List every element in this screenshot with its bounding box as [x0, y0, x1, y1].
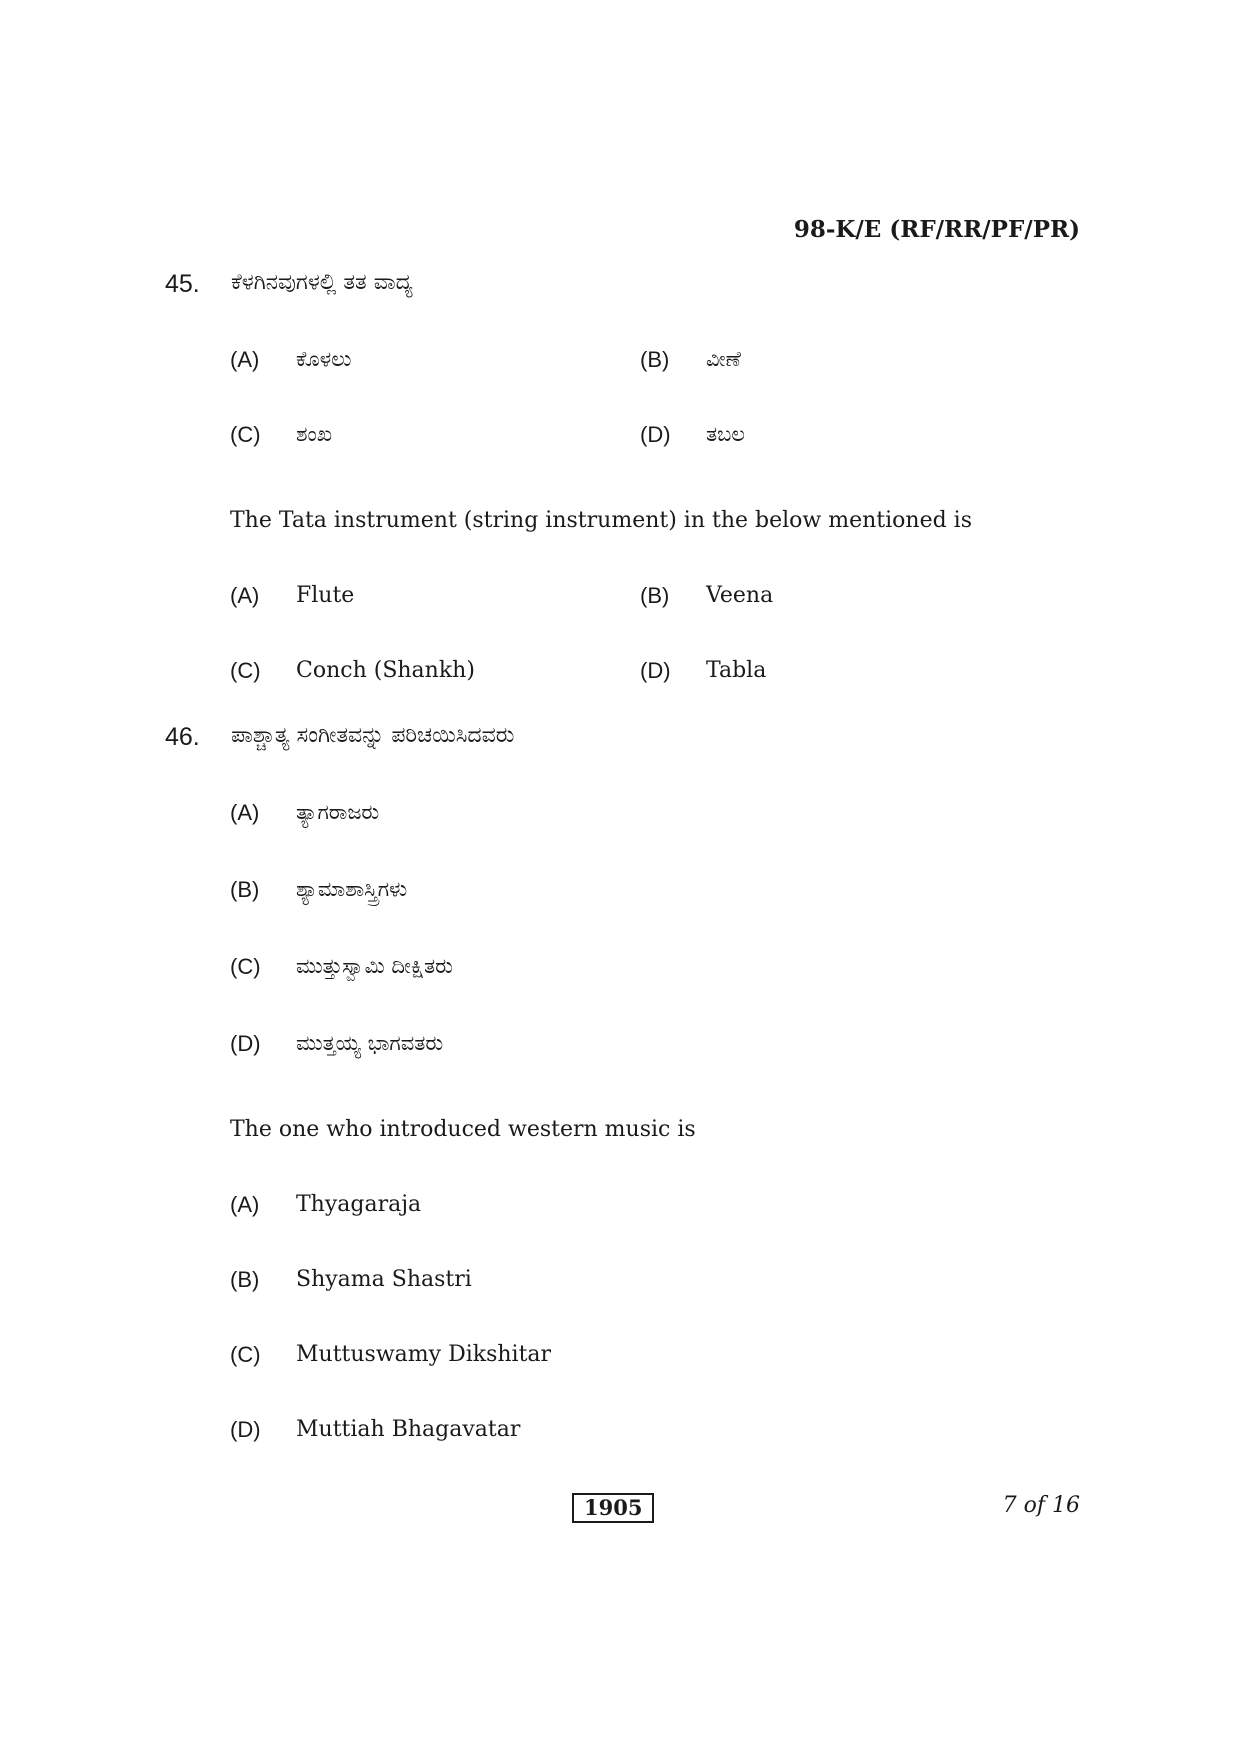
- page-number: 7 of 16: [1002, 1493, 1080, 1518]
- booklet-code: 1905: [572, 1493, 654, 1523]
- paper-code: 98-K/E (RF/RR/PF/PR): [793, 216, 1080, 243]
- question-46: [165, 723, 1080, 757]
- question-text-english: The Tata instrument (string instrument) in the below mentioned is: [230, 508, 972, 533]
- question-number: 45.: [165, 270, 200, 298]
- question-text-kannada: ಪಾಶ್ಚಾತ್ಯ ಸಂಗೀತವನ್ನು ಪರಿಚಯಿಸಿದವರು: [231, 723, 515, 748]
- question-text-kannada: ಕೆಳಗಿನವುಗಳಲ್ಲಿ ತತ ವಾದ್ಯ: [231, 270, 413, 295]
- question-text-english: The one who introduced western music is: [230, 1117, 696, 1142]
- question-number: 46.: [165, 723, 200, 751]
- question-45: [165, 270, 1080, 304]
